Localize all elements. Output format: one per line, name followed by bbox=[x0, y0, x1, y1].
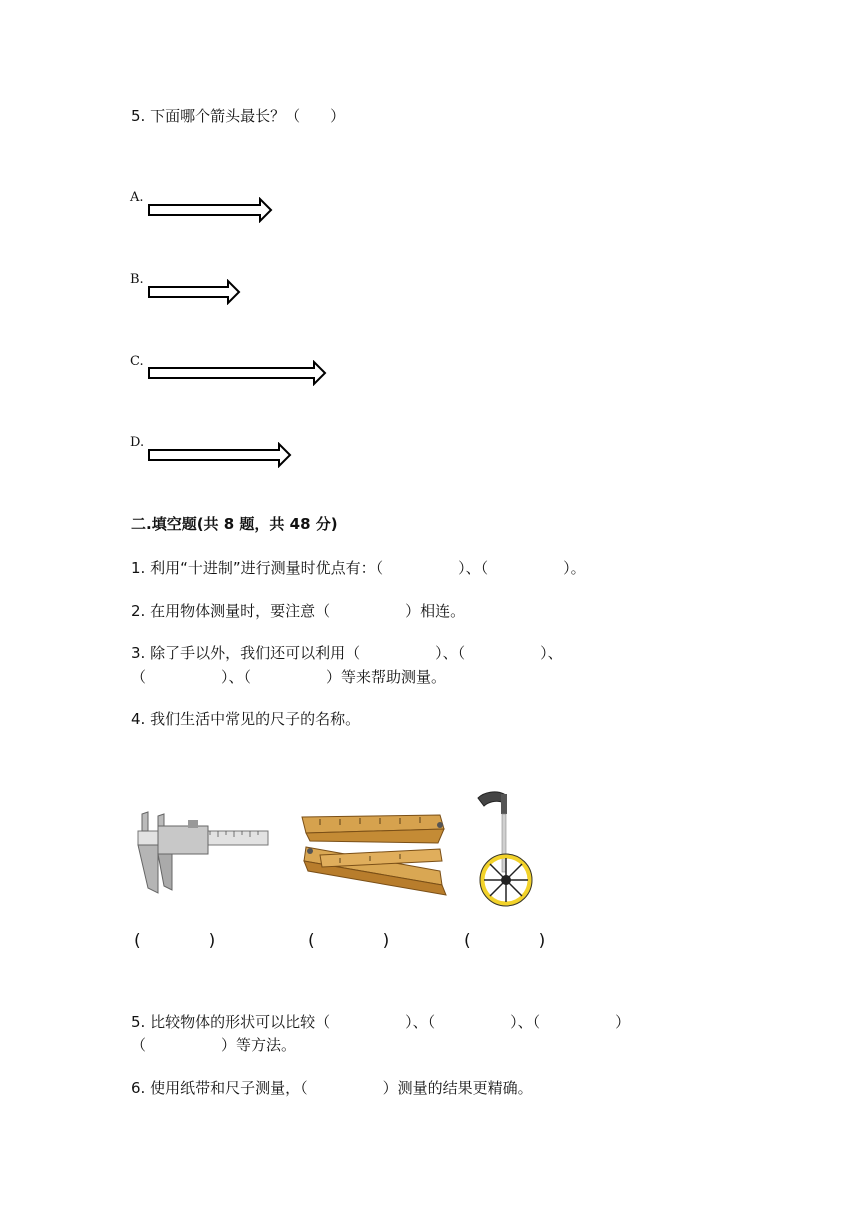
fill-question-3-line-1: 3. 除了手以外，我们还可以利用（ ）、（ ）、 bbox=[131, 644, 563, 662]
folding-ruler-image bbox=[300, 811, 450, 897]
caliper-answer-blank[interactable]: ( ) bbox=[134, 931, 216, 951]
vernier-caliper-image bbox=[130, 808, 272, 898]
fill-question-5-line-1: 5. 比较物体的形状可以比较（ ）、（ ）、（ ） bbox=[131, 1013, 631, 1031]
option-d-arrow bbox=[148, 442, 298, 468]
measuring-wheel-image bbox=[470, 788, 544, 912]
fill-question-4: 4. 我们生活中常见的尺子的名称。 bbox=[131, 710, 361, 728]
measuring-wheel-answer-blank[interactable]: ( ) bbox=[464, 931, 546, 951]
option-a-label: A. bbox=[130, 190, 144, 205]
question-5-text: 5. 下面哪个箭头最长？（ ） bbox=[131, 107, 346, 125]
fill-question-2: 2. 在用物体测量时，要注意（ ）相连。 bbox=[131, 602, 466, 620]
option-b-arrow bbox=[148, 279, 248, 305]
fill-question-6: 6. 使用纸带和尺子测量，（ ）测量的结果更精确。 bbox=[131, 1079, 533, 1097]
fill-question-3-line-2: （ ）、（ ）等来帮助测量。 bbox=[131, 668, 447, 686]
option-d-label: D. bbox=[130, 435, 145, 450]
option-c-arrow bbox=[148, 360, 332, 386]
option-c-label: C. bbox=[130, 354, 144, 369]
fill-question-5-line-2: （ ）等方法。 bbox=[131, 1036, 297, 1054]
fill-question-1: 1. 利用“十进制”进行测量时优点有：（ ）、（ ）。 bbox=[131, 559, 586, 577]
folding-ruler-answer-blank[interactable]: ( ) bbox=[308, 931, 390, 951]
option-a-arrow bbox=[148, 197, 278, 223]
section-title: 二.填空题(共 8 题，共 48 分) bbox=[131, 515, 338, 533]
option-b-label: B. bbox=[130, 272, 144, 287]
